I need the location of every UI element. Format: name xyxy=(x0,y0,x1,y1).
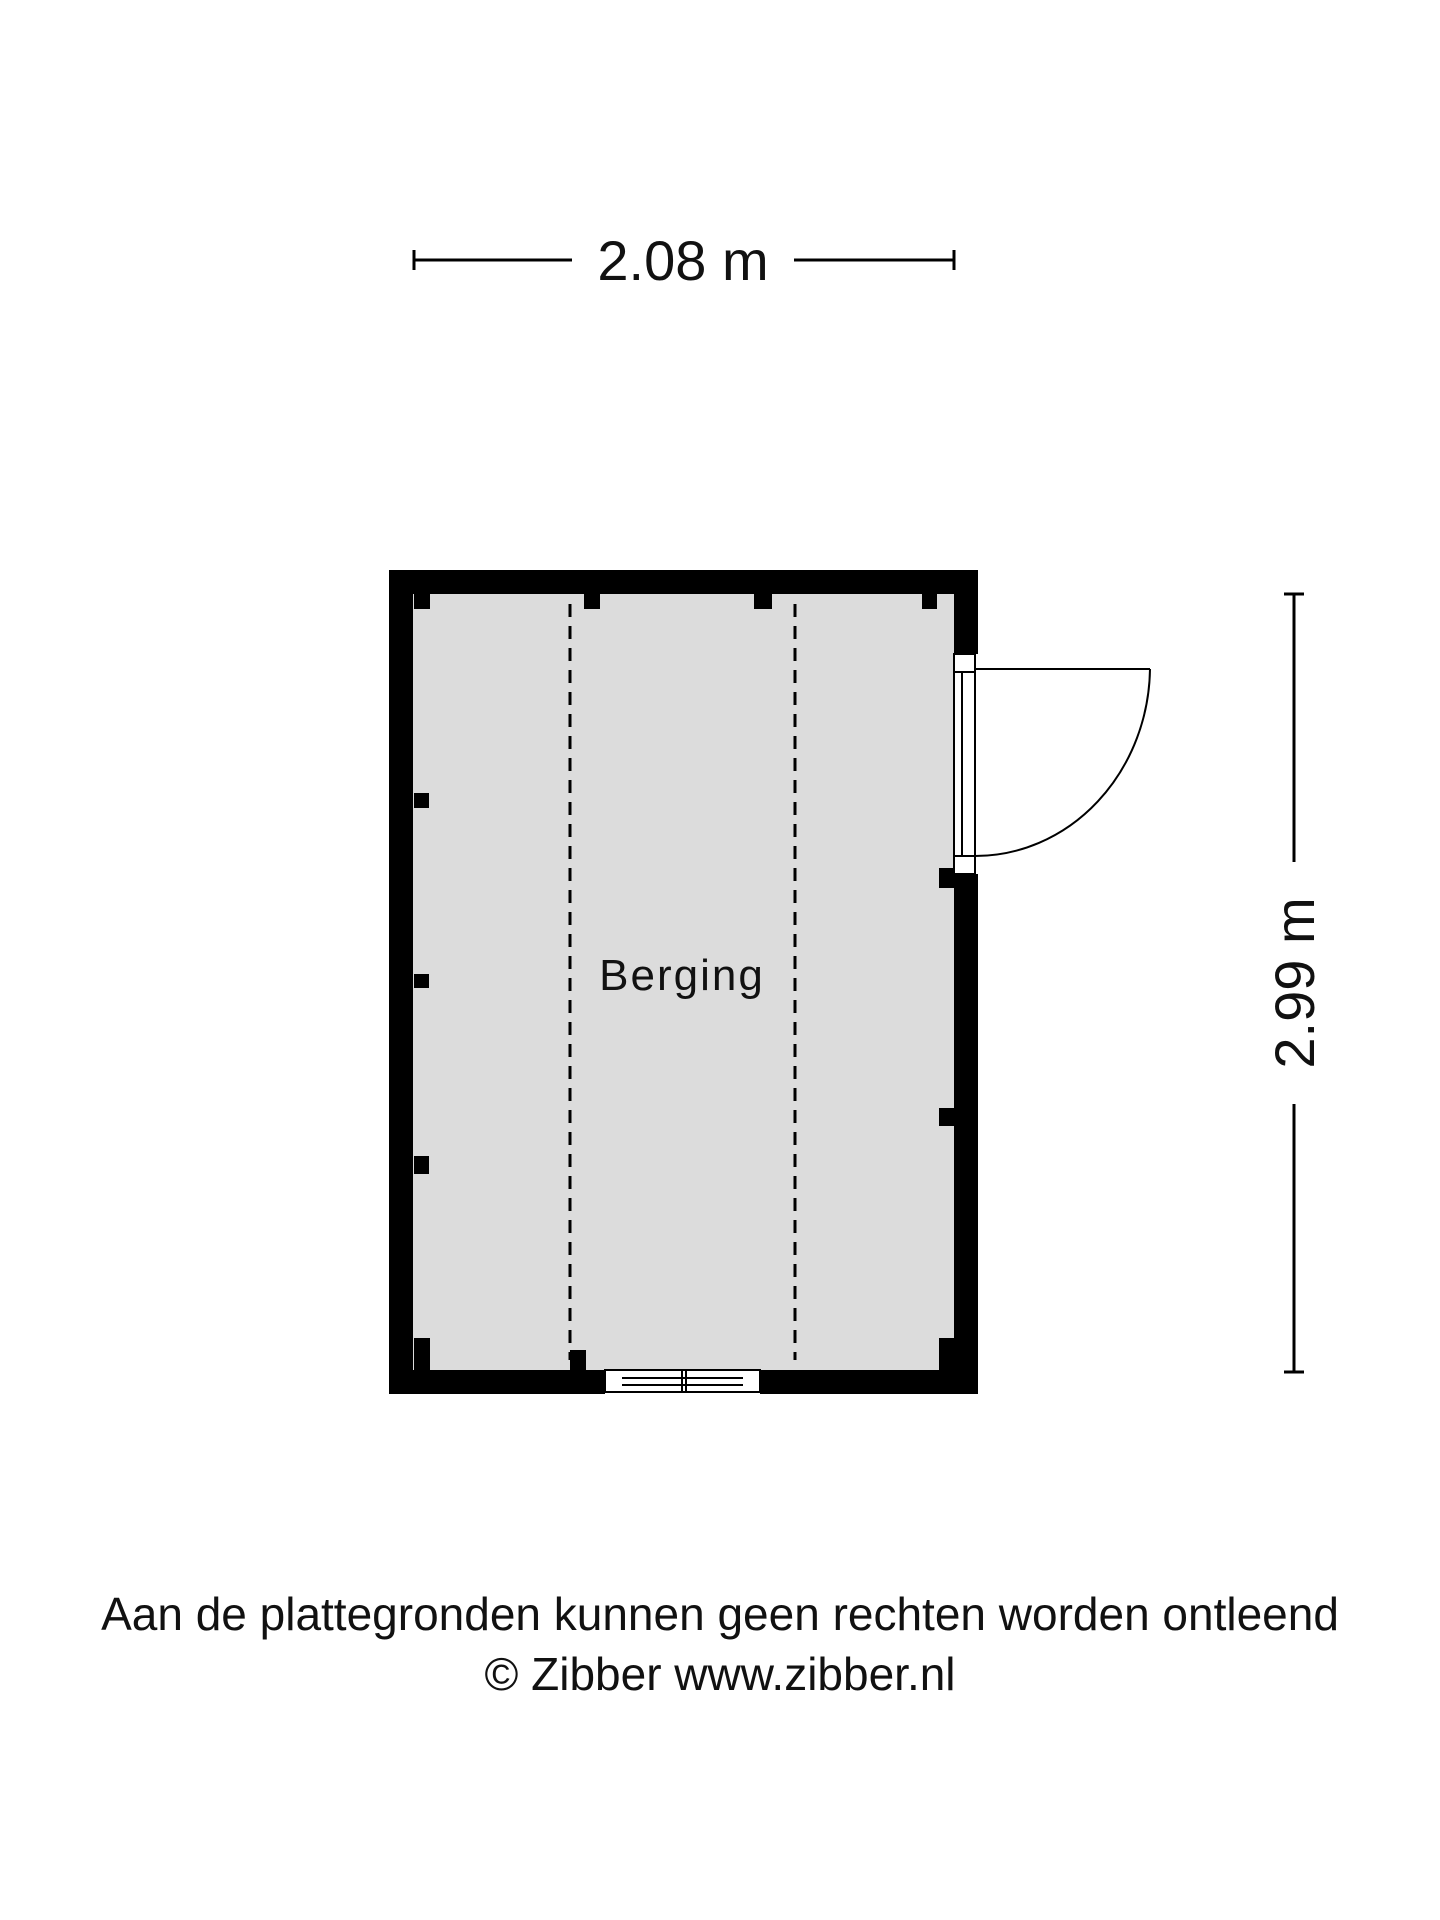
wall-left xyxy=(389,570,413,1394)
copyright-text: © Zibber www.zibber.nl xyxy=(484,1648,956,1700)
room-label: Berging xyxy=(599,951,765,1000)
width-dimension-label: 2.08 m xyxy=(597,229,769,292)
door-swing-arc xyxy=(975,669,1150,856)
wall-right-bottom xyxy=(954,874,978,1394)
post xyxy=(414,793,429,808)
window xyxy=(605,1370,760,1392)
post xyxy=(754,594,772,609)
door-frame xyxy=(954,654,975,874)
wall-top xyxy=(389,570,978,594)
post xyxy=(939,868,954,888)
disclaimer-text: Aan de plattegronden kunnen geen rechten worden ontleend xyxy=(101,1588,1339,1640)
post xyxy=(584,594,600,609)
post xyxy=(939,1108,954,1126)
post xyxy=(922,594,937,609)
door xyxy=(954,654,1150,874)
post xyxy=(939,1338,954,1370)
post xyxy=(414,1338,430,1370)
post xyxy=(414,594,430,609)
post xyxy=(414,974,429,988)
wall-bottom-right xyxy=(760,1370,978,1394)
post xyxy=(414,1156,429,1174)
height-dimension-label: 2.99 m xyxy=(1263,897,1326,1069)
post xyxy=(570,1350,586,1370)
width-dimension xyxy=(414,229,954,292)
wall-right-top xyxy=(954,570,978,654)
wall-bottom-left xyxy=(389,1370,605,1394)
height-dimension xyxy=(1263,594,1326,1372)
